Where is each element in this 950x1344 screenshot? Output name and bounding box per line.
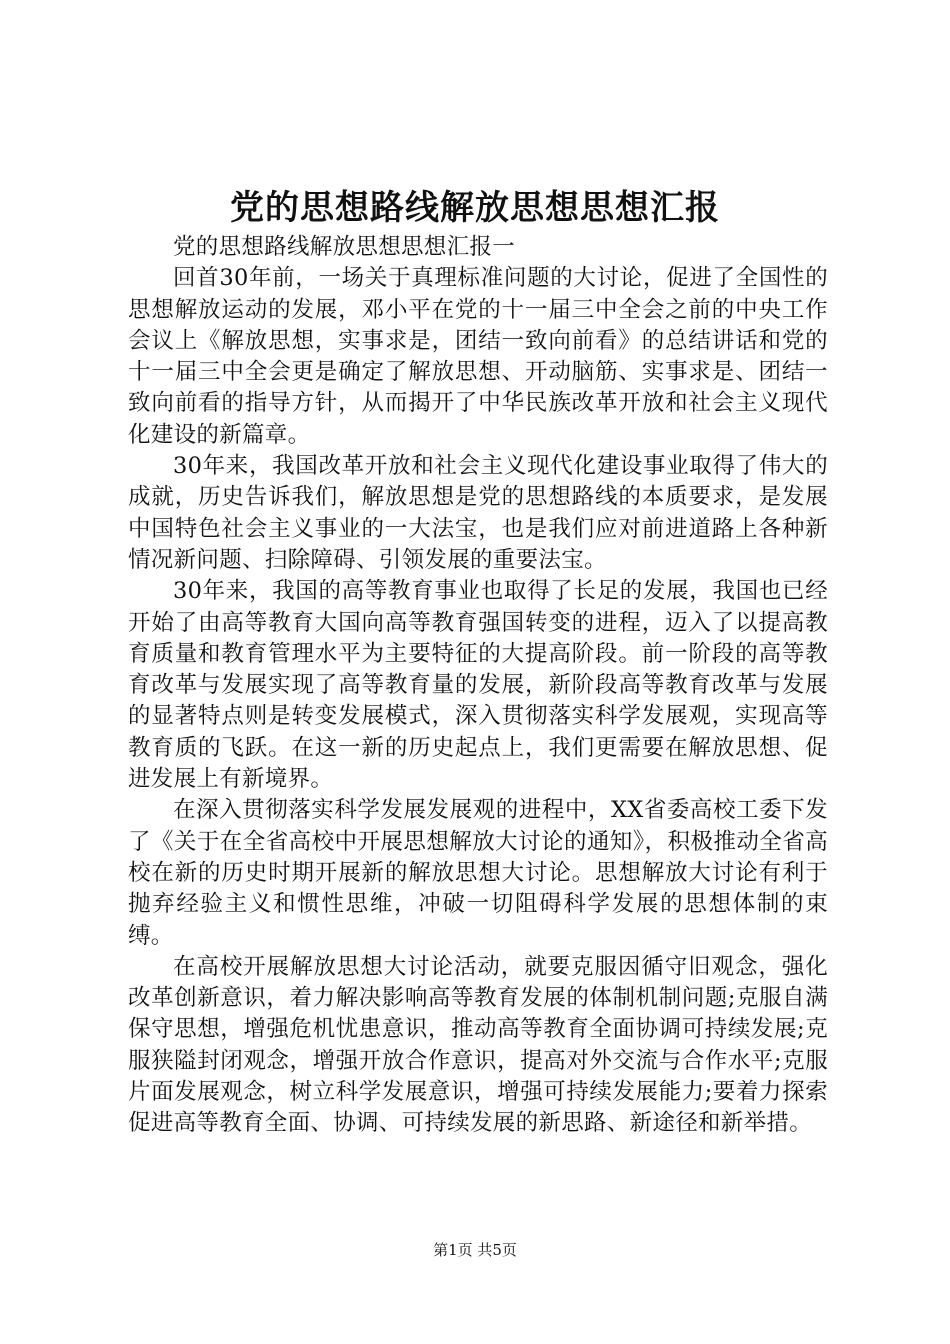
paragraph-2: 30年来，我国改革开放和社会主义现代化建设事业取得了伟大的成就，历史告诉我们，解放思想是党的思想路线的本质要求，是发展中国特色社会主义事业的一大法宝，也是我们应对前进道路上各种新情况新问题、扫除障碍、引领发展的重要法宝。: [128, 453, 828, 573]
page-footer: 第1页 共5页: [433, 1241, 517, 1259]
paragraph-1: 回首30年前，一场关于真理标准问题的大讨论，促进了全国性的思想解放运动的发展，邓小平在党的十一届三中全会之前的中央工作会议上《解放思想，实事求是，团结一致向前看》的总结讲话和党的十一届三中全会更是确定了解放思想、开动脑筋、实事求是、团结一致向前看的指导方针，从而揭开了中华民族改革开放和社会主义现代化建设的新篇章。: [128, 265, 828, 448]
paragraph-subtitle: 党的思想路线解放思想思想汇报一: [173, 234, 516, 260]
document-title: 党的思想路线解放思想思想汇报: [230, 188, 720, 228]
paragraph-5: 在高校开展解放思想大讨论活动，就要克服因循守旧观念，强化改革创新意识，着力解决影响高等教育发展的体制机制问题;克服自满保守思想，增强危机忧患意识，推动高等教育全面协调可持续发展;克服狭隘封闭观念，增强开放合作意识，提高对外交流与合作水平;克服片面发展观念，树立科学发展意识，增强可持续发展能力;要着力探索促进高等教育全面、协调、可持续发展的新思路、新途径和新举措。: [128, 953, 828, 1137]
paragraph-4: 在深入贯彻落实科学发展发展观的进程中，XX省委高校工委下发了《关于在全省高校中开展思想解放大讨论的通知》，积极推动全省高校在新的历史时期开展新的解放思想大讨论。思想解放大讨论有利于抛弃经验主义和惯性思维，冲破一切阻碍科学发展的思想体制的束缚。: [128, 797, 828, 949]
paragraph-3: 30年来，我国的高等教育事业也取得了长足的发展，我国也已经开始了由高等教育大国向高等教育强国转变的进程，迈入了以提高教育质量和教育管理水平为主要特征的大提高阶段。前一阶段的高等教育改革与发展实现了高等教育量的发展，新阶段高等教育改革与发展的显著特点则是转变发展模式，深入贯彻落实科学发展观，实现高等教育质的飞跃。在这一新的历史起点上，我们更需要在解放思想、促进发展上有新境界。: [128, 578, 828, 793]
document-body: [128, 232, 828, 1140]
